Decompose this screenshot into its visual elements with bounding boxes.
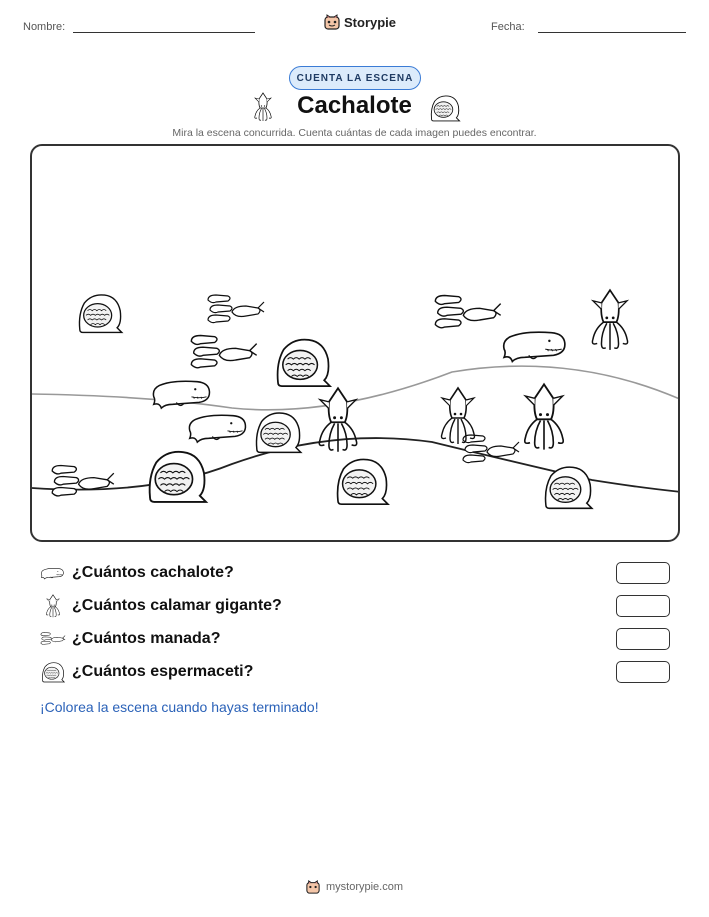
name-field[interactable] [73, 32, 255, 33]
spermaceti [338, 459, 388, 504]
section-badge: CUENTA LA ESCENA [289, 66, 421, 90]
whale-pod [52, 466, 114, 496]
whale-pod-icon [40, 628, 66, 650]
giant-squid [592, 290, 627, 350]
giant-squid [525, 384, 564, 449]
answer-box[interactable] [616, 628, 670, 650]
instructions: Mira la escena concurrida. Cuenta cuántas de cada imagen puedes encontrar. [172, 127, 537, 139]
brand-name: Storypie [344, 14, 397, 30]
question-text: ¿Cuántos manada? [72, 630, 221, 647]
spermaceti [79, 295, 121, 333]
date-label: Fecha: [491, 21, 525, 33]
whale-pod [463, 435, 519, 463]
spermaceti [256, 413, 300, 452]
question-row [40, 593, 670, 619]
answer-box[interactable] [616, 661, 670, 683]
spermaceti [546, 467, 592, 508]
answer-box[interactable] [616, 595, 670, 617]
brand-logo [324, 14, 396, 30]
sperm-whale [189, 415, 245, 442]
sperm-whale-icon [40, 562, 66, 584]
question-text: ¿Cuántos cachalote? [72, 564, 234, 581]
date-field[interactable] [538, 32, 686, 33]
giant-squid-icon [40, 595, 66, 617]
spermaceti-icon [428, 94, 462, 122]
spermaceti-icon [40, 661, 66, 683]
answer-box[interactable] [616, 562, 670, 584]
spermaceti [278, 340, 330, 386]
scene-illustration [32, 146, 680, 542]
page-title: Cachalote [297, 92, 412, 119]
spermaceti [150, 452, 206, 502]
coloring-note: ¡Colorea la escena cuando hayas terminado! [40, 699, 319, 715]
question-row [40, 659, 670, 685]
question-text: ¿Cuántos calamar gigante? [72, 597, 282, 614]
footer-url[interactable]: mystorypie.com [325, 881, 404, 893]
sperm-whale [504, 332, 565, 361]
storypie-logo-icon [306, 880, 320, 894]
counting-scene [30, 144, 680, 542]
whale-pod [435, 296, 500, 328]
question-row [40, 626, 670, 652]
whale-pod [208, 295, 264, 323]
storypie-logo-icon [324, 14, 340, 30]
question-text: ¿Cuántos espermaceti? [72, 663, 254, 680]
footer [0, 880, 709, 894]
question-row [40, 560, 670, 586]
whale-pod [191, 336, 256, 368]
name-label: Nombre: [23, 21, 66, 33]
